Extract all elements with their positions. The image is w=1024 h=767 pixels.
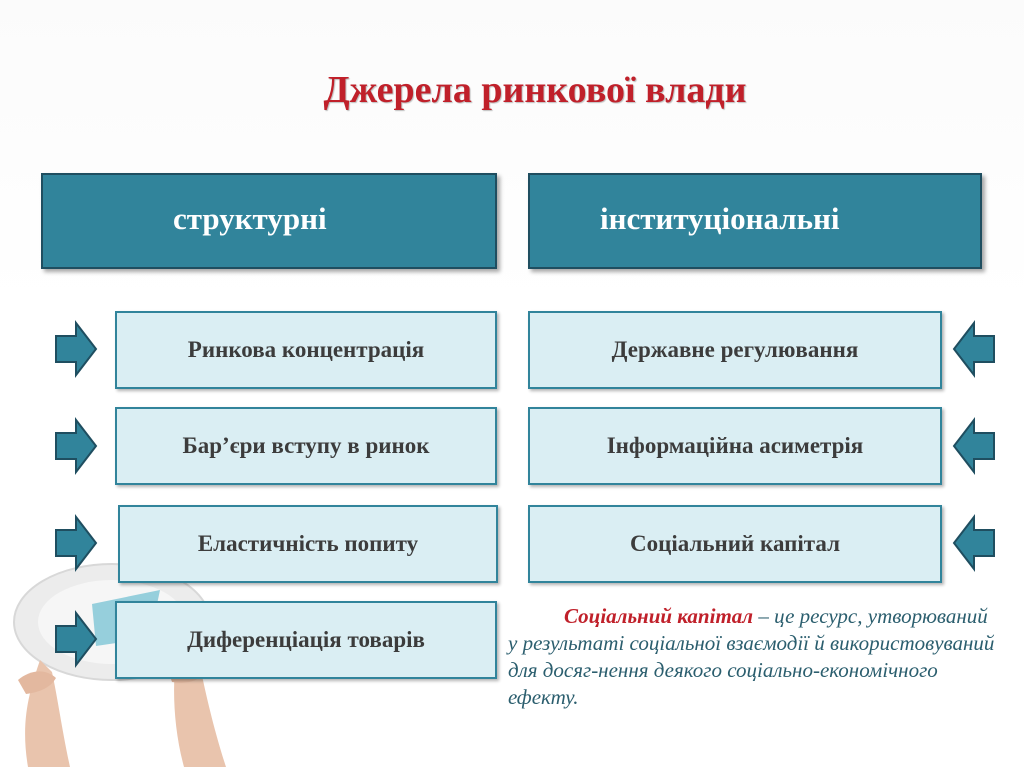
page-title: Джерела ринкової влади <box>323 69 747 111</box>
item-demand-elasticity: Еластичність попиту <box>118 505 498 583</box>
item-entry-barriers: Бар’єри вступу в ринок <box>115 407 497 485</box>
definition-body: – це ресурс, утворюваний у результаті соціальної взаємодії й використовуваний для досяг-нення деякого соціально-економічного ефекту. <box>508 604 995 709</box>
item-information-asymmetry: Інформаційна асиметрія <box>528 407 942 485</box>
header-institutional-label: інституціональні <box>600 201 840 236</box>
definition-text <box>508 603 998 711</box>
arrow-right-icon <box>54 320 98 378</box>
arrow-left-icon <box>952 514 996 572</box>
header-structural <box>41 173 497 269</box>
item-product-differentiation: Диференціація товарів <box>115 601 497 679</box>
definition-term: Соціальний капітал <box>564 604 754 628</box>
arrow-right-icon <box>54 610 98 668</box>
item-social-capital: Соціальний капітал <box>528 505 942 583</box>
arrow-left-icon <box>952 320 996 378</box>
arrow-left-icon <box>952 417 996 475</box>
item-state-regulation: Державне регулювання <box>528 311 942 389</box>
header-institutional <box>528 173 982 269</box>
header-structural-label: структурні <box>173 201 327 236</box>
arrow-right-icon <box>54 417 98 475</box>
item-market-concentration: Ринкова концентрація <box>115 311 497 389</box>
arrow-right-icon <box>54 514 98 572</box>
